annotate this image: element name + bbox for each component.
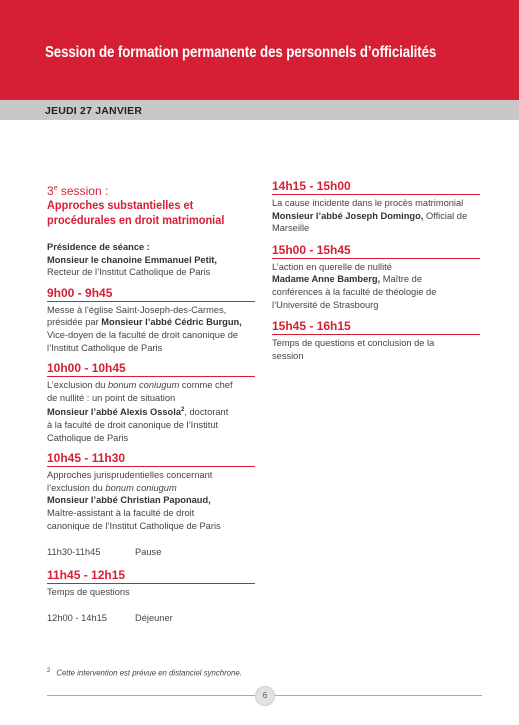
slot-description: Approches jurisprudentielles concernant l’exclusion du bonum coniugum Monsieur l’abbé Christian Paponaud, Maître-assistant à la faculté de droit canonique de l’Institut Catholique de Paris	[47, 470, 221, 531]
slot-description: Messe à l’église Saint-Joseph-des-Carmes, présidée par Monsieur l’abbé Cédric Burgun, Vice-doyen de la faculté de droit canonique de l’Institut Catholique de Paris	[47, 304, 242, 353]
slot-description: La cause incidente dans le procès matrimonial Monsieur l’abbé Joseph Domingo, Official de Marseille	[272, 198, 468, 234]
document-title: Session de formation permanente des personnels d’officialités	[45, 44, 437, 61]
slot-description: Temps de questions	[47, 586, 130, 597]
page-number: 6	[255, 686, 275, 706]
presidence-name: Monsieur le chanoine Emmanuel Petit,	[47, 254, 217, 265]
left-column	[47, 182, 262, 625]
session-number: 3e session :	[47, 184, 109, 198]
slot-time: 10h00 - 10h45	[47, 362, 255, 377]
date-band	[0, 100, 519, 120]
session-title: Approches substantielles et procédurales en droit matrimonial	[47, 198, 225, 227]
presidence-label: Présidence de séance :	[47, 242, 150, 252]
slot-description: L’exclusion du bonum coniugum comme chef de nullité : un point de situation Monsieur l’abbé Alexis Ossola$^2$, doctorant à la faculté de droit canonique de l’Institut Catholique de Paris	[47, 380, 233, 443]
slot-time: 9h00 - 9h45	[47, 287, 255, 302]
slot-time: 15h00 - 15h45	[272, 244, 480, 259]
slot-time: 15h45 - 16h15	[272, 320, 480, 335]
footnote: $^2$ Cette intervention est prévue en distanciel synchrone.	[47, 668, 242, 678]
pause-row: 11h30-11h45 Pause	[47, 547, 162, 558]
slot-description: Temps de questions et conclusion de la session	[272, 338, 435, 361]
slot-time: 14h15 - 15h00	[272, 180, 480, 195]
slot-time: 11h45 - 12h15	[47, 569, 255, 584]
lunch-row: 12h00 - 14h15 Déjeuner	[47, 613, 173, 624]
slot-description: L’action en querelle de nullité Madame Anne Bamberg, Maître de conférences à la faculté de théologie de l’Université de Strasbourg	[272, 261, 437, 310]
right-column	[272, 180, 487, 362]
presidence-role: Recteur de l’Institut Catholique de Paris	[47, 267, 211, 278]
header-banner	[0, 0, 519, 100]
presidence-block	[47, 241, 262, 279]
slot-time: 10h45 - 11h30	[47, 452, 255, 467]
day-label: JEUDI 27 JANVIER	[45, 105, 143, 117]
